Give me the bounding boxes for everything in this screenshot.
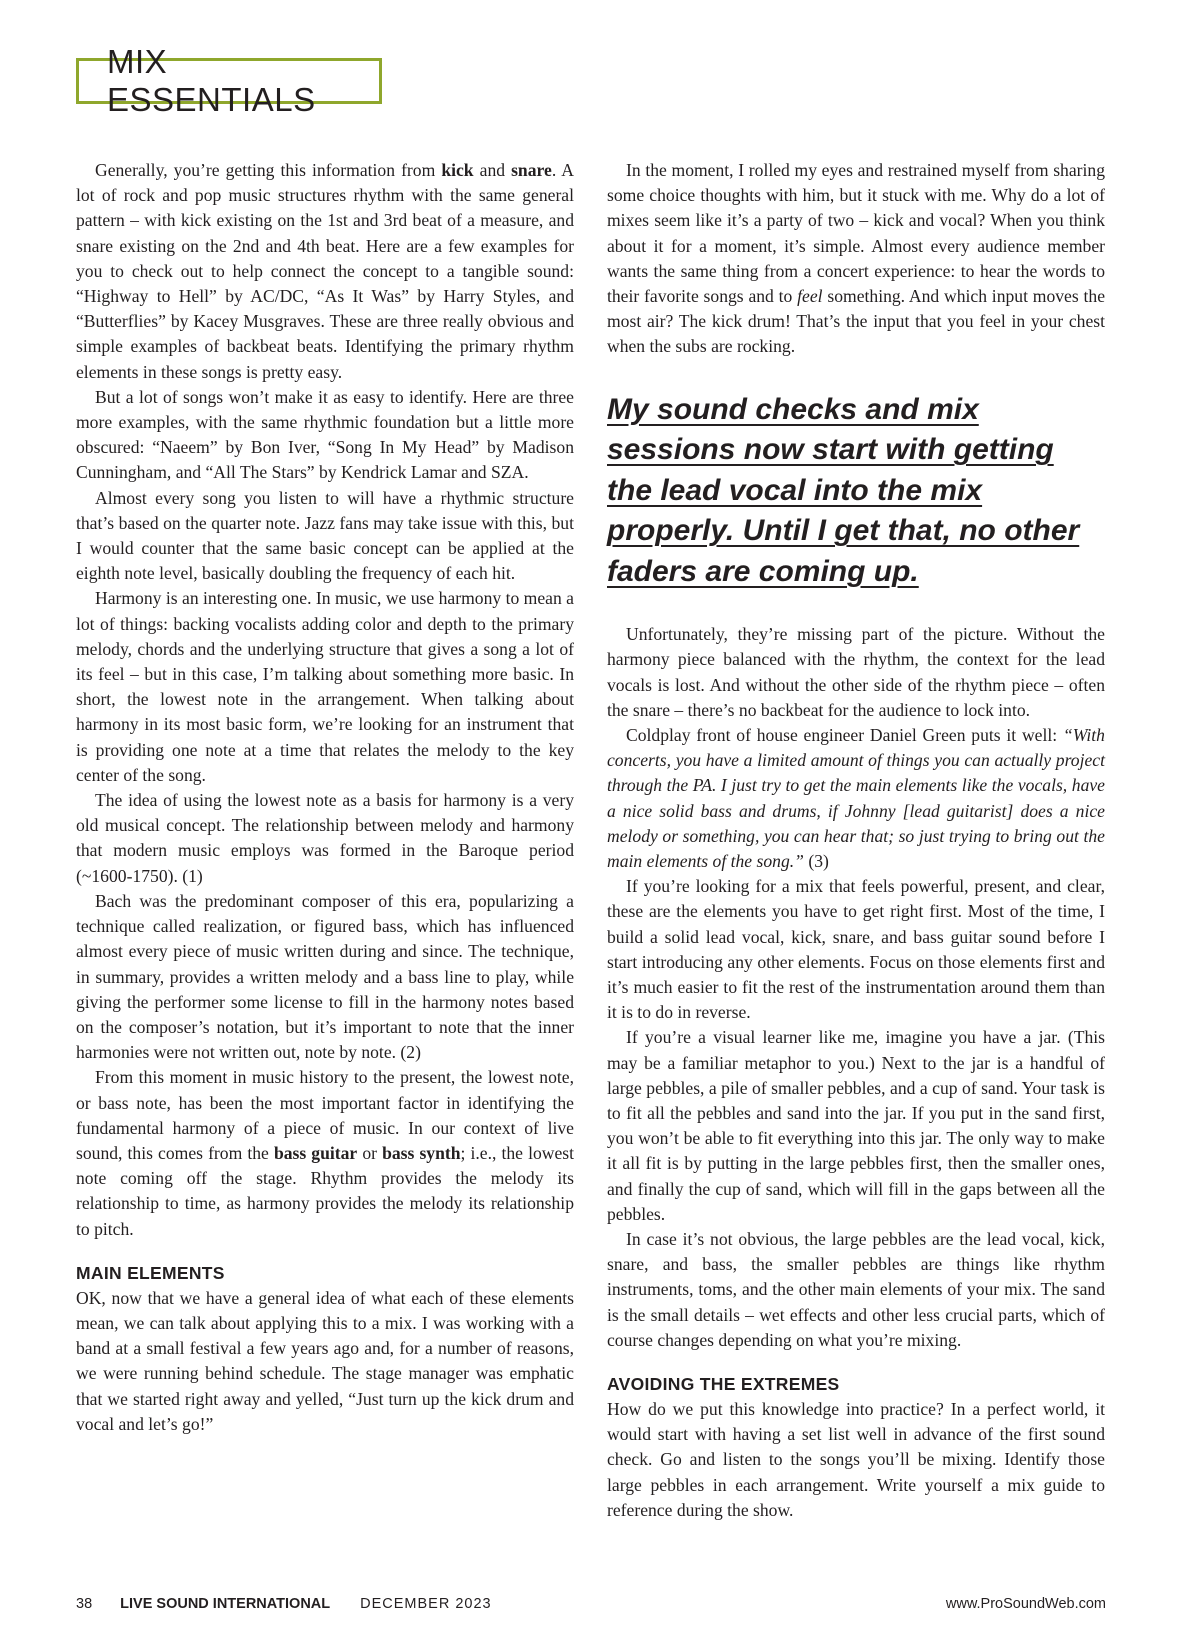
left-paragraph-8: OK, now that we have a general idea of what each of these elements mean, we can talk about applying this to a mix. I was working with a band at a small festival a few years ago and, for a number of reasons, we were running behind schedule. The stage manager was emphatic that we started right away and yelled, “Just turn up the kick drum and vocal and let’s go!” <box>76 1287 574 1434</box>
left-paragraph-7: From this moment in music history to the present, the lowest note, or bass note, has been the most important factor in identifying the fundamental harmony of a piece of music. In our context of live sound, this comes from the bass guitar or bass synth; i.e., the lowest note coming off the stage. Rhythm provides the melody its relationship to time, as harmony provides the melody its relationship to pitch. <box>76 1067 575 1239</box>
page-number: 38 <box>76 1596 93 1612</box>
magazine-name: LIVE SOUND INTERNATIONAL <box>120 1596 331 1612</box>
section-header <box>76 43 382 118</box>
website-url: www.ProSoundWeb.com <box>945 1596 1106 1612</box>
right-paragraph-4: If you’re looking for a mix that feels powerful, present, and clear, these are the elements you have to get right first. Most of the time, I build a solid lead vocal, kick, snare, and bass guitar sound before I start introducing any other elements. Focus on those elements first and it’s much easier to fit the rest of the instrumentation around them than it is to do in reverse. <box>607 876 1105 1023</box>
section-title: MIX ESSENTIALS <box>107 43 316 118</box>
bold-term-bass-synth: bass synth <box>382 1142 461 1163</box>
left-column <box>76 158 574 1437</box>
left-paragraph-4: Harmony is an interesting one. In music, we use harmony to mean a lot of things: backing vocalists adding color and depth to the primary melody, chords and the underlying structure that gives a song a lot of its feel – but in this case, I’m talking about something more basic. In short, the lowest note in the arrangement. When talking about harmony in its most basic form, we’re looking for an instrument that is providing one note at a time that relates the melody to the key center of the song. <box>76 588 574 785</box>
right-paragraph-1: In the moment, I rolled my eyes and restrained myself from sharing some choice thoughts with him, but it stuck with me. Why do a lot of mixes seem like it’s a party of two – kick and vocal? When you think about it for a moment, it’s simple. Almost every audience member wants the same thing from a concert experience: to hear the words to their favorite songs and to feel something. And which input moves the most air? The kick drum! That’s the input that you feel in your chest when the subs are rocking. <box>607 160 1106 357</box>
right-paragraph-6: In case it’s not obvious, the large pebbles are the lead vocal, kick, snare, and bass, the smaller pebbles are things like rhythm instruments, toms, and the other main elements of your mix. The sand is the small details – wet effects and other less crucial parts, which of course changes depending on what you’re mixing. <box>607 1229 1105 1350</box>
bold-term-kick: kick <box>441 160 474 180</box>
pull-quote: My sound checks and mix sessions now start with getting the lead vocal into the mix properly. Until I get that, no other faders are coming up. <box>607 392 1080 588</box>
daniel-green-quote: “With concerts, you have a limited amount of things you can actually project through the PA. I just try to get the main elements like the vocals, have a nice solid bass and drums, if Johnny [lead guitarist] does a nice melody or something, you can hear that; so just trying to bring out the main elements of the song.” <box>607 724 1105 871</box>
page-footer <box>76 1596 1106 1612</box>
bold-term-snare: snare <box>511 160 552 180</box>
emphasis-feel: feel <box>797 286 823 307</box>
right-paragraph-3: Coldplay front of house engineer Daniel Green puts it well: “With concerts, you have a limited amount of things you can actually project through the PA. I just try to get the main elements like the vocals, have a nice solid bass and drums, if Johnny [lead guitarist] does a nice melody or something, you can hear that; so just trying to bring out the main elements of the song.” (3) <box>607 724 1105 871</box>
subhead-avoiding-extremes: AVOIDING THE EXTREMES <box>607 1374 840 1395</box>
right-paragraph-2: Unfortunately, they’re missing part of the picture. Without the harmony piece balanced with the rhythm, the context for the lead vocals is lost. And without the other side of the rhythm piece – often the snare – there’s no backbeat for the audience to lock into. <box>607 624 1105 720</box>
left-paragraph-5: The idea of using the lowest note as a basis for harmony is a very old musical concept. The relationship between melody and harmony that modern music employs was formed in the Baroque period (~1600-1750). (1) <box>76 790 574 886</box>
subhead-main-elements: MAIN ELEMENTS <box>76 1262 225 1283</box>
left-paragraph-6: Bach was the predominant composer of this era, popularizing a technique called realization, or figured bass, which has influenced almost every piece of music written during and since. The technique, in summary, provides a written melody and a bass line to play, while giving the performer some license to fill in the harmony notes based on the composer’s notation, but it’s important to note that the inner harmonies were not written out, note by note. (2) <box>76 890 574 1063</box>
issue-date: DECEMBER 2023 <box>360 1596 492 1612</box>
left-paragraph-3: Almost every song you listen to will have a rhythmic structure that’s based on the quarter note. Jazz fans may take issue with this, but I would counter that the same basic concept can be applied at the eighth note level, basically doubling the frequency of each hit. <box>76 487 574 584</box>
left-paragraph-2: But a lot of songs won’t make it as easy to identify. Here are three more examples, with the same rhythmic foundation but a little more obscured: “Naeem” by Bon Iver, “Song In My Head” by Madison Cunningham, and “All The Stars” by Kendrick Lamar and SZA. <box>76 386 574 483</box>
right-column <box>607 158 1105 1523</box>
right-paragraph-7: How do we put this knowledge into practice? In a perfect world, it would start with having a set list well in advance of the first sound check. Go and listen to the songs you’ll be mixing. Identify those large pebbles in each arrangement. Write yourself a mix guide to reference during the show. <box>607 1399 1105 1520</box>
left-paragraph-1: Generally, you’re getting this information from kick and snare. A lot of rock and pop music structures rhythm with the same general pattern – with kick existing on the 1st and 3rd beat of a measure, and snare existing on the 2nd and 4th beat. Here are a few examples for you to check out to help connect the concept to a tangible sound: “Highway to Hell” by AC/DC, “As It Was” by Harry Styles, and “Butterflies” by Kacey Musgraves. These are three really obvious and simple examples of backbeat beats. Identifying the primary rhythm elements in these songs is pretty easy. <box>76 160 574 382</box>
bold-term-bass-guitar: bass guitar <box>273 1142 358 1163</box>
right-paragraph-5: If you’re a visual learner like me, imagine you have a jar. (This may be a familiar metaphor to you.) Next to the jar is a handful of large pebbles, a pile of smaller pebbles, and a cup of sand. Your task is to fit all the pebbles and sand into the jar. If you put in the sand first, you won’t be able to fit everything into this jar. The only way to make it all fit is by putting in the large pebbles first, then the smaller ones, and finally the cup of sand, which will fill in the gaps between all the pebbles. <box>607 1027 1105 1224</box>
